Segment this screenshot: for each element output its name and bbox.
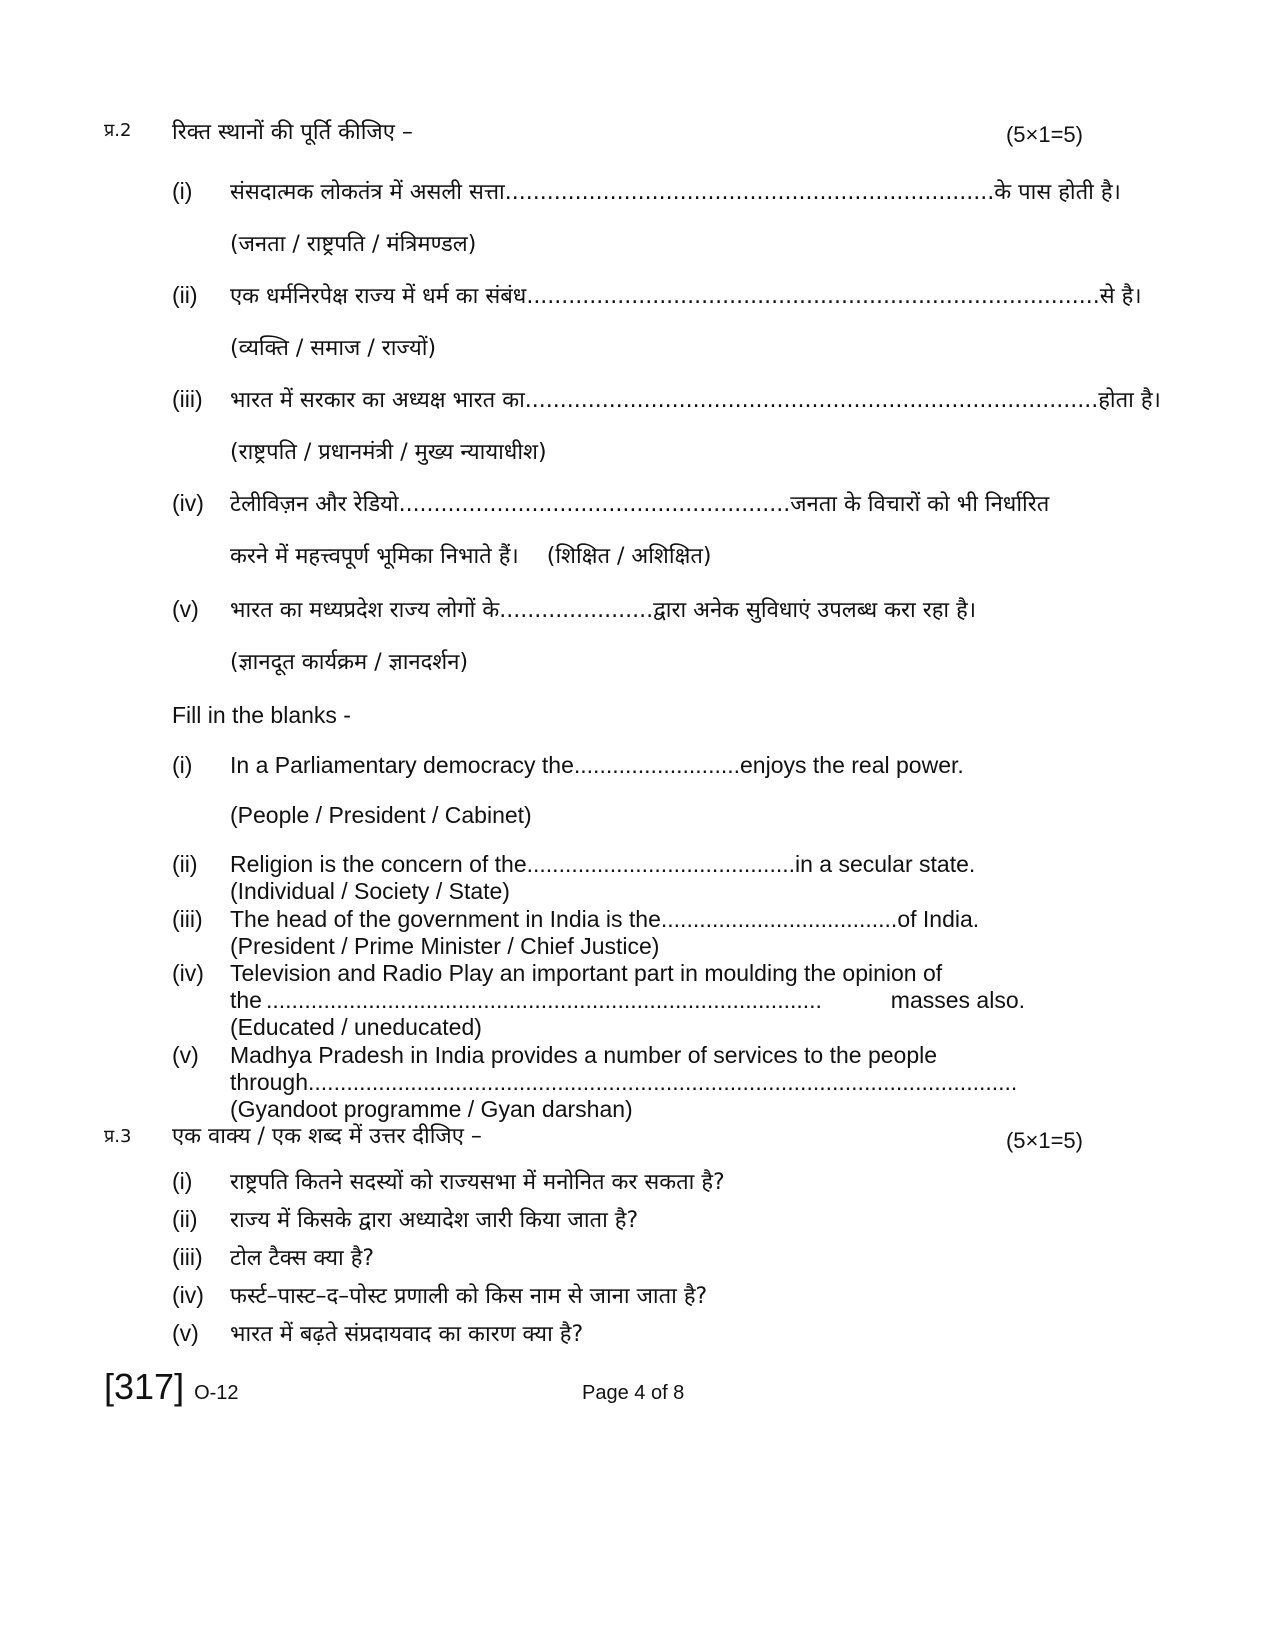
question-3-heading: एक वाक्य / एक शब्द में उत्तर दीजिए – <box>172 1124 482 1149</box>
english-item-4-continuation <box>230 987 1025 1014</box>
english-item-1-text: In a Parliamentary democracy the..........................enjoys the real power. <box>230 752 964 778</box>
question-2-heading: रिक्त स्थानों की पूर्ति कीजिए – <box>172 120 413 145</box>
footer-code: [317] <box>104 1366 185 1407</box>
english-item-3-options: (President / Prime Minister / Chief Justice) <box>230 933 660 959</box>
english-item-2-options: (Individual / Society / State) <box>230 878 510 904</box>
english-item-3-number: (iii) <box>172 906 203 932</box>
english-item-4-number: (iv) <box>172 960 204 986</box>
english-item-1-number: (i) <box>172 752 193 778</box>
hindi-item-5-text: भारत का मध्यप्रदेश राज्य लोगों के......................द्वारा अनेक सुविधाएं उपलब्ध करा रहा है। <box>230 598 977 623</box>
english-item-4-cont-right: masses also. <box>890 987 1025 1013</box>
question-3-number: प्र.3 <box>104 1126 132 1147</box>
question-2-marks: (5×1=5) <box>1005 122 1083 147</box>
english-item-4-options: (Educated / uneducated) <box>230 1014 482 1040</box>
q3-item-3-number: (iii) <box>172 1244 203 1270</box>
english-item-5-continuation: through............................................................................................................... <box>230 1069 1018 1095</box>
q3-item-2-number: (ii) <box>172 1206 198 1232</box>
english-item-4-cont-dots: ....................................................................................... <box>265 987 822 1013</box>
hindi-item-3-text: भारत में सरकार का अध्यक्ष भारत का..................................................................................होता है। <box>230 388 1161 413</box>
english-item-5-number: (v) <box>172 1042 199 1068</box>
hindi-item-1-options: (जनता / राष्ट्रपति / मंत्रिमण्डल) <box>230 232 477 257</box>
footer-page-number: Page 4 of 8 <box>582 1382 685 1404</box>
footer-subject-code <box>104 1366 239 1408</box>
q3-item-5-text: भारत में बढ़ते संप्रदायवाद का कारण क्या है? <box>230 1322 584 1347</box>
q3-item-4-number: (iv) <box>172 1282 204 1308</box>
english-item-5-options: (Gyandoot programme / Gyan darshan) <box>230 1096 633 1122</box>
q3-item-1-number: (i) <box>172 1168 193 1194</box>
q3-item-4-text: फर्स्ट–पास्ट–द–पोस्ट प्रणाली को किस नाम से जाना जाता है? <box>230 1284 708 1309</box>
hindi-item-2-text: एक धर्मनिरपेक्ष राज्य में धर्म का संबंध..................................................................................से है। <box>230 284 1142 309</box>
english-item-4-cont-left: the <box>230 987 262 1013</box>
hindi-item-4-text: टेलीविज़न और रेडियो........................................................जनता के विचारों को भी निर्धारित <box>230 492 1050 517</box>
hindi-item-5-options: (ज्ञानदूत कार्यक्रम / ज्ञानदर्शन) <box>230 650 469 675</box>
hindi-item-4-cont-text: करने में महत्त्वपूर्ण भूमिका निभाते हैं। <box>230 544 519 569</box>
hindi-item-4-options: (शिक्षित / अशिक्षित) <box>546 544 712 569</box>
hindi-item-5-number: (v) <box>172 596 199 622</box>
question-2-number: प्र.2 <box>104 120 132 141</box>
english-item-2-text: Religion is the concern of the..........................................in a secular state. <box>230 851 976 877</box>
hindi-item-3-number: (iii) <box>172 386 203 412</box>
english-item-4-text: Television and Radio Play an important part in moulding the opinion of <box>230 960 943 986</box>
hindi-item-4-number: (iv) <box>172 490 204 516</box>
english-item-1-options: (People / President / Cabinet) <box>230 802 532 828</box>
q3-item-1-text: राष्ट्रपति कितने सदस्यों को राज्यसभा में मनोनित कर सकता है? <box>230 1170 725 1195</box>
hindi-item-1-text: संसदात्मक लोकतंत्र में असली सत्ता......................................................................के पास होती है। <box>230 180 1121 205</box>
hindi-item-2-number: (ii) <box>172 282 198 308</box>
q3-item-3-text: टोल टैक्स क्या है? <box>230 1246 375 1271</box>
english-item-2-number: (ii) <box>172 851 198 877</box>
question-3-marks: (5×1=5) <box>1005 1128 1083 1153</box>
english-item-5-text: Madhya Pradesh in India provides a number of services to the people <box>230 1042 938 1068</box>
footer-paper-code: O-12 <box>194 1382 239 1404</box>
q3-item-5-number: (v) <box>172 1320 199 1346</box>
hindi-item-4-continuation <box>230 540 711 570</box>
hindi-item-3-options: (राष्ट्रपति / प्रधानमंत्री / मुख्य न्यायाधीश) <box>230 440 547 465</box>
hindi-item-2-options: (व्यक्ति / समाज / राज्यों) <box>230 336 437 361</box>
hindi-item-1-number: (i) <box>172 178 193 204</box>
english-heading: Fill in the blanks - <box>172 702 351 728</box>
english-item-3-text: The head of the government in India is the.....................................of India. <box>230 906 980 932</box>
q3-item-2-text: राज्य में किसके द्वारा अध्यादेश जारी किया जाता है? <box>230 1208 639 1233</box>
